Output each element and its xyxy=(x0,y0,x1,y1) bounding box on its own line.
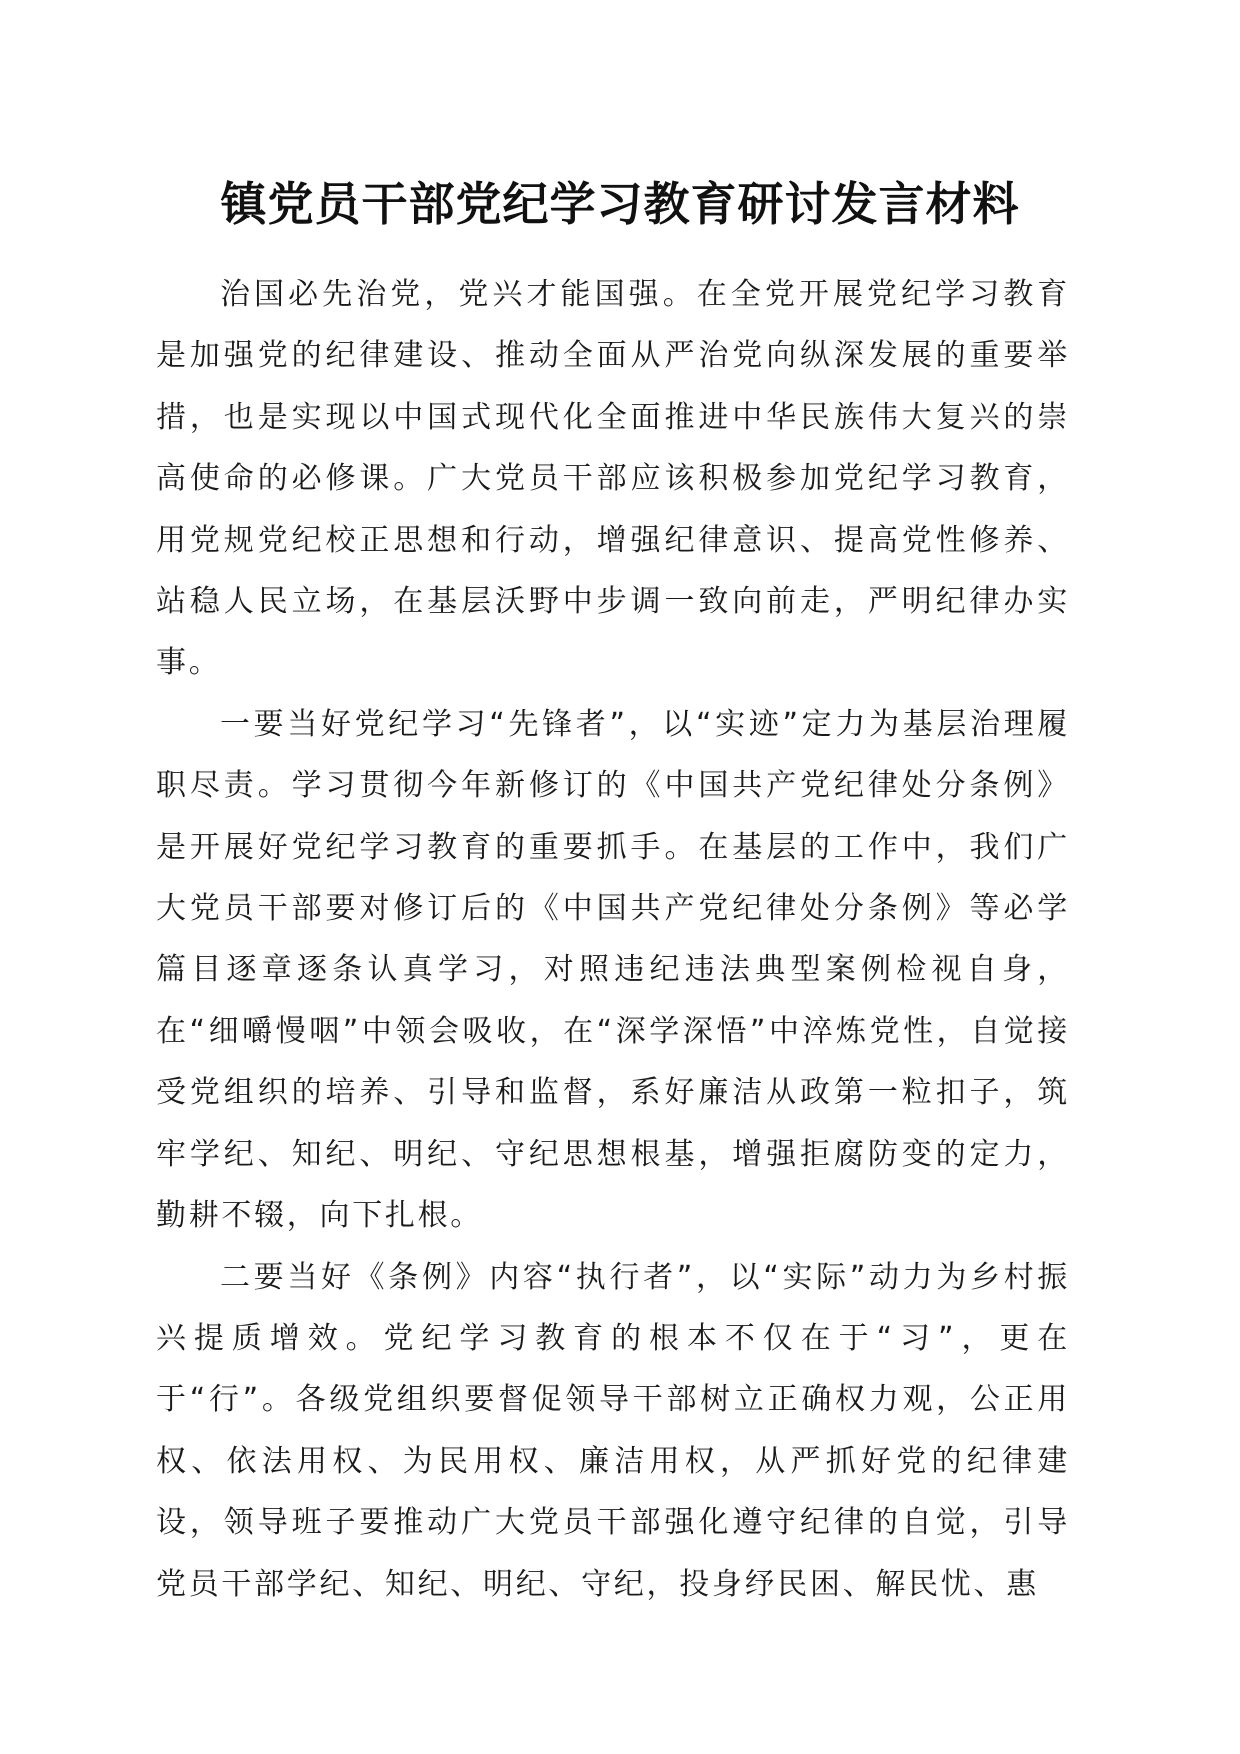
paragraph-point-two: 二要当好《条例》内容“执行者”，以“实际”动力为乡村振兴提质增效。党纪学习教育的根本不仅在于“习”，更在于“行”。各级党组织要督促领导干部树立正确权力观，公正用权、依法用权、为民用权、廉洁用权，从严抓好党的纪律建设，领导班子要推动广大党员干部强化遵守纪律的自觉，引导党员干部学纪、知纪、明纪、守纪，投身纾民困、解民忧、惠 xyxy=(156,1259,1070,1602)
document-body xyxy=(156,264,1070,1615)
paragraph-intro: 治国必先治党，党兴才能国强。在全党开展党纪学习教育是加强党的纪律建设、推动全面从严治党向纵深发展的重要举措，也是实现以中国式现代化全面推进中华民族伟大复兴的崇高使命的必修课。广大党员干部应该积极参加党纪学习教育，用党规党纪校正思想和行动，增强纪律意识、提高党性修养、站稳人民立场，在基层沃野中步调一致向前走，严明纪律办实事。 xyxy=(156,277,1070,681)
document-title: 镇党员干部党纪学习教育研讨发言材料 xyxy=(220,177,1020,231)
paragraph-point-one: 一要当好党纪学习“先锋者”，以“实迹”定力为基层治理履职尽责。学习贯彻今年新修订的《中国共产党纪律处分条例》是开展好党纪学习教育的重要抓手。在基层的工作中，我们广大党员干部要对修订后的《中国共产党纪律处分条例》等必学篇目逐章逐条认真学习，对照违纪违法典型案例检视自身，在“细嚼慢咽”中领会吸收，在“深学深悟”中淬炼党性，自觉接受党组织的培养、引导和监督，系好廉洁从政第一粒扣子，筑牢学纪、知纪、明纪、守纪思想根基，增强拒腐防变的定力，勤耕不辍，向下扎根。 xyxy=(156,706,1070,1234)
